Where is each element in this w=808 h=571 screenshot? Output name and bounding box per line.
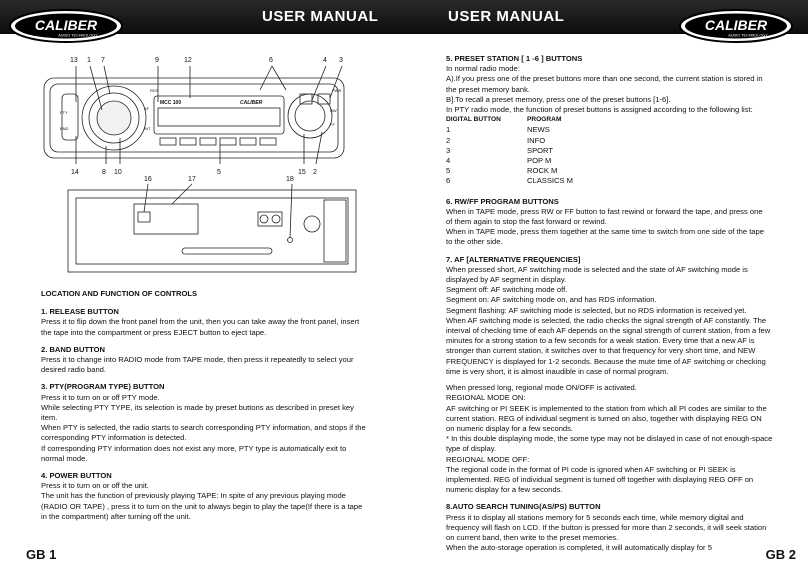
preset-buttons-heading: 5. PRESET STATION [ 1 -6 ] BUTTONS (446, 54, 583, 63)
callout-15: 15 (298, 169, 306, 176)
label-bnd: BND (60, 126, 69, 131)
paragraph-line: (RADIO OR TAPE) , press it to turn on the unit to always begin to play the tape(If there is a tape (41, 501, 363, 511)
caliber-logo-right (678, 8, 794, 44)
controls-section-title: LOCATION AND FUNCTION OF CONTROLS (41, 289, 198, 298)
callout-8: 8 (102, 169, 106, 176)
paragraph-line: Press it to turn on or off the unit. (41, 481, 149, 491)
callout-13: 13 (70, 57, 78, 64)
paragraph-line: Press it to flip down the front panel from the unit, then you can take away the front panel, insert (41, 317, 360, 327)
release-button-heading: 1. RELEASE BUTTON (41, 307, 119, 317)
callout-10: 10 (114, 169, 122, 176)
table-cell: ROCK M (527, 166, 558, 176)
car-stereo-diagram (40, 50, 380, 290)
paragraph-line: When in TAPE mode, press RW or FF button to fast rewind or forward the tape, and press one (446, 206, 763, 216)
paragraph-line: In PTY radio mode, the function of preset buttons is assigned according to the following list: (446, 105, 753, 115)
paragraph-line: Segment on: AF switching mode on, and has RDS information. (446, 295, 657, 305)
label-af: AF (144, 106, 150, 111)
paragraph-line: The unit has the function of previously playing TAPE: In spite of any previous playing mode (41, 491, 346, 501)
paragraph-line: * In this double displaying mode, the some type may not be dislayed in case of not enough-space (446, 434, 773, 444)
paragraph-line: REGIONAL MODE OFF: (446, 454, 530, 464)
table-cell: NEWS (527, 125, 550, 135)
paragraph-line: desired radio band. (41, 365, 107, 375)
label-ff: FF (330, 122, 335, 127)
pty-button-heading: 3. PTY(PROGRAM TYPE) BUTTON (41, 382, 165, 392)
right-text-column (446, 54, 778, 553)
left-text-column (41, 289, 371, 522)
paragraph-line: While selecting PTY TYPE, its selection is made by preset buttons as described in preset key (41, 402, 354, 412)
callout-1: 1 (87, 57, 91, 64)
power-button-heading: 4. POWER BUTTON (41, 471, 112, 481)
paragraph-line: When in TAPE mode, press them together at the same time to switch from one side of the tape (446, 227, 764, 237)
paragraph-line: corresponding PTY information is detected. (41, 433, 187, 443)
paragraph-line: Press it to change into RADIO mode from TAPE mode, then press it repeatedly to select your (41, 355, 354, 365)
paragraph-line: minutes for a strong station to a few seconds for a weak station. Every time that a new AF is (446, 336, 755, 346)
paragraph-line: In normal radio mode: (446, 64, 520, 74)
logo-text: CALIBER (704, 17, 768, 33)
paragraph-line: A).If you press one of the preset buttons more than one second, the current station is stored in (446, 74, 763, 84)
af-heading: 7. AF [ALTERNATIVE FREQUENCIES] (446, 254, 581, 264)
pty-program-table (446, 115, 573, 186)
table-cell: POP M (527, 156, 552, 166)
paragraph-line: When PTY is selected, the radio starts to search corresponding PTY information, and stops if the (41, 423, 366, 433)
paragraph-line: numeric display for a few seconds. (446, 485, 563, 495)
table-cell: 2 (446, 135, 451, 145)
paragraph-line: on numeric display for a few seconds. (446, 423, 574, 433)
table-row (446, 176, 573, 186)
callout-18: 18 (286, 176, 294, 183)
logo-text: CALIBER (34, 17, 98, 33)
display-model: MCC 100 (160, 100, 182, 106)
table-cell: 1 (446, 125, 451, 135)
paragraph-line: current station. REG of individual segment is turned on also, together with displaying REG ON (446, 413, 762, 423)
paragraph-line: displayed by AF segment in display. (446, 275, 567, 285)
callout-6: 6 (269, 57, 273, 64)
paragraph-line: interval of checking time of each AF depends on the signal strength of current station, from a few (446, 326, 771, 336)
table-cell: 4 (446, 156, 451, 166)
paragraph-line: on current band, then write to the preset memories. (446, 532, 619, 542)
paragraph-line: Press it to display all stations memory for 5 seconds each time, while memory digital and (446, 512, 744, 522)
paragraph-line: in the compartment) after turning off the unit. (41, 511, 191, 521)
column-header-program: PROGRAM (527, 116, 562, 124)
table-row (446, 156, 573, 166)
table-row (446, 136, 573, 146)
callout-16: 16 (144, 176, 152, 183)
paragraph-line: to the other side. (446, 237, 503, 247)
table-row (446, 146, 573, 156)
paragraph-line: When pressed long, regional mode ON/OFF is activated. (446, 383, 637, 393)
callout-7: 7 (101, 57, 105, 64)
callout-9: 9 (155, 57, 159, 64)
paragraph-line: If corresponding PTY information does not exist any more, PTY type is automatically exit to (41, 443, 347, 453)
table-cell: 6 (446, 176, 451, 186)
table-row (446, 125, 573, 135)
paragraph-line: time is very short, it is almost inaudible in case of normal program. (446, 366, 669, 376)
paragraph-line: Segment off: AF switching mode off. (446, 285, 568, 295)
auto-search-heading: 8.AUTO SEARCH TUNING(AS/PS) BUTTON (446, 502, 601, 512)
band-button-heading: 2. BAND BUTTON (41, 344, 105, 354)
paragraph-line: FREQUENCY is displayed for 1-2 seconds. Because the mute time of AF switching or checking (446, 356, 766, 366)
paragraph-line: the tape into the compartment or press EJECT button to eject tape. (41, 327, 267, 337)
callout-4: 4 (323, 57, 327, 64)
table-header-row (446, 115, 573, 125)
paragraph-line: type of display. (446, 444, 497, 454)
table-cell: 3 (446, 145, 451, 155)
callout-2: 2 (313, 169, 317, 176)
paragraph-line: REGIONAL MODE ON: (446, 393, 526, 403)
paragraph-line: of them again to stop the fast forward or rewind. (446, 217, 607, 227)
right-page (404, 0, 808, 571)
table-cell: INFO (527, 135, 546, 145)
table-cell: SPORT (527, 145, 554, 155)
callout-12: 12 (184, 57, 192, 64)
table-cell: 5 (446, 166, 451, 176)
table-cell: CLASSICS M (527, 176, 573, 186)
paragraph-line: When pressed short, AF switching mode is selected and the state of AF switching mode is (446, 264, 748, 274)
paragraph-line: the preset memory bank. (446, 84, 530, 94)
callout-5: 5 (217, 169, 221, 176)
paragraph-line: When AF switching mode is selected, the radio checks the signal strength of AF constantly. The (446, 315, 767, 325)
callout-17: 17 (188, 176, 196, 183)
rw-ff-buttons-heading: 6. RW/FF PROGRAM BUTTONS (446, 196, 559, 206)
label-int: INT (144, 126, 151, 131)
paragraph-line: AF switching or PI SEEK is implemented to the station from which all PI codes are similar to the (446, 403, 767, 413)
paragraph-line: Segment flashing: AF switching mode is selected, but no RDS information is received yet. (446, 305, 747, 315)
paragraph-line: item. (41, 413, 58, 423)
right-header-title: USER MANUAL (448, 8, 565, 25)
label-rds: RDS (150, 88, 159, 93)
logo-subtext: AUDIO TECHNOLOGY (58, 33, 98, 38)
logo-subtext: AUDIO TECHNOLOGY (728, 33, 768, 38)
callout-3: 3 (339, 57, 343, 64)
display-brand: CALIBER (240, 100, 263, 106)
label-rw: RW (330, 108, 337, 113)
table-row (446, 166, 573, 176)
paragraph-line: Press it to turn on or off PTY mode. (41, 392, 160, 402)
page-number-right: GB 2 (765, 547, 796, 562)
paragraph-line: The regional code in the format of PI code is ignored when AF switching or PI SEEK is (446, 464, 736, 474)
paragraph-line: implemented. REG of individual segment is turned off together with displaying REG OFF on (446, 474, 754, 484)
paragraph-line: normal mode. (41, 453, 88, 463)
caliber-logo-left (8, 8, 124, 44)
left-header-title: USER MANUAL (262, 8, 379, 25)
paragraph-line: B].To recall a preset memory, press one of the preset buttons [1-6]. (446, 94, 671, 104)
paragraph-line: stronger than current station, it switches over to that frequency for very short time, and NEW (446, 346, 756, 356)
page-number-left: GB 1 (26, 547, 57, 562)
label-pwr: PWR (332, 88, 342, 93)
column-header-digital-button: DIGITAL BUTTON (446, 116, 501, 124)
paragraph-line: When the auto-storage operation is completed, it will automatically display for 5 (446, 543, 712, 553)
label-pty: PTY (60, 110, 68, 115)
paragraph-line: frequency will flash on LCD. If the button is pressed for more than 2 seconds, it will seek station (446, 522, 767, 532)
callout-14: 14 (71, 169, 79, 176)
